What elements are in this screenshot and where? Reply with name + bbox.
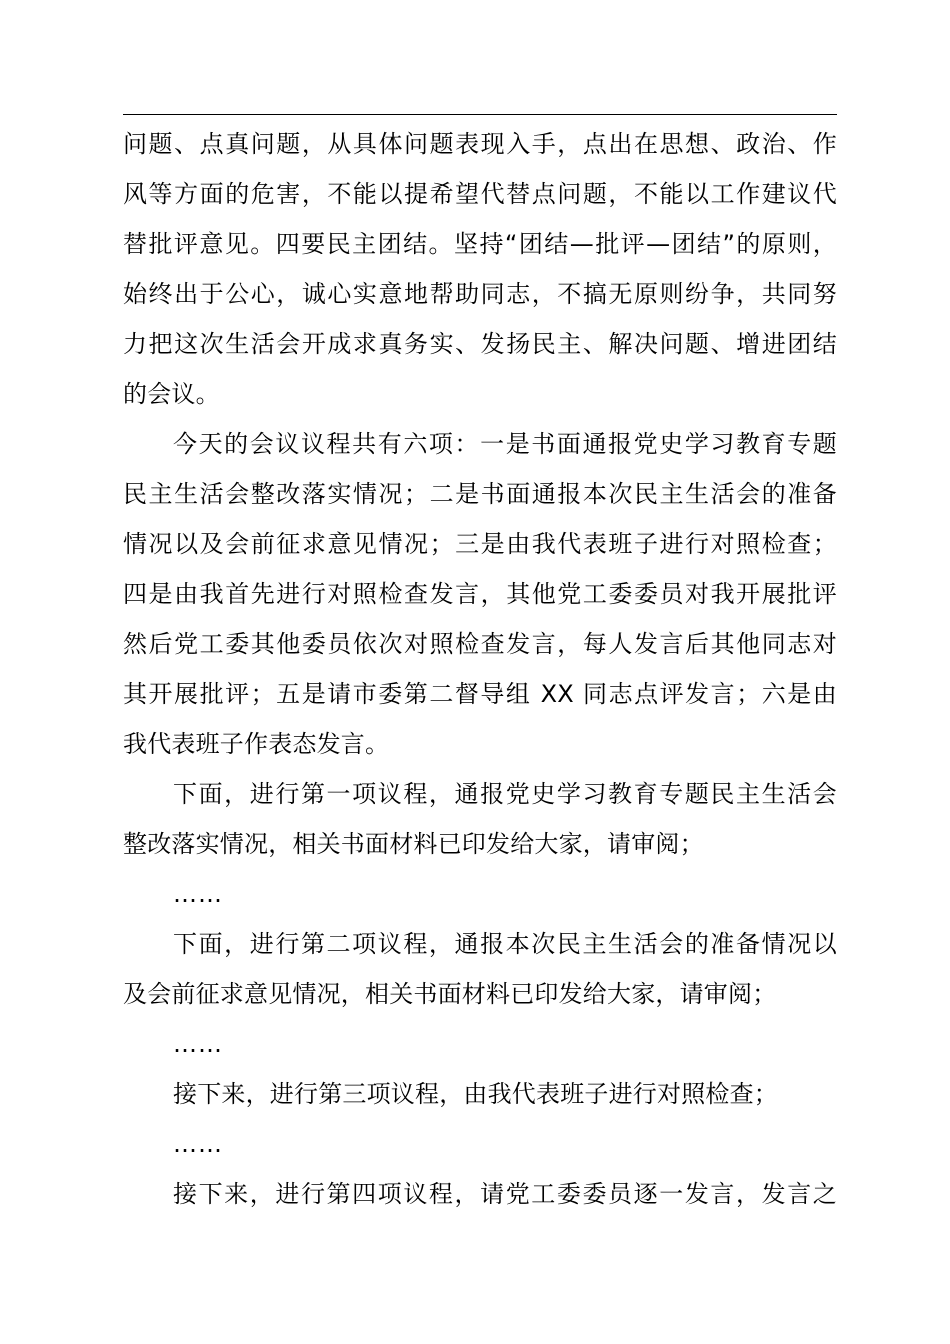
text-line: 接下来，进行第三项议程，由我代表班子进行对照检查； [173,1080,778,1108]
text-line: 我代表班子作表态发言。 [123,730,390,758]
text-line: 今天的会议议程共有六项：一是书面通报党史学习教育专题 [173,430,837,458]
text-line: 风等方面的危害，不能以提希望代替点问题，不能以工作建议代 [123,180,837,208]
text-line: 下面，进行第一项议程，通报党史学习教育专题民主生活会 [173,780,837,808]
text-line: 的会议。 [123,380,220,408]
text-line: 力把这次生活会开成求真务实、发扬民主、解决问题、增进团结 [123,330,837,358]
text-line: 下面，进行第二项议程，通报本次民主生活会的准备情况以 [173,930,837,958]
text-line: 然后党工委其他委员依次对照检查发言，每人发言后其他同志对 [123,630,837,658]
text-line: 及会前征求意见情况，相关书面材料已印发给大家，请审阅； [123,980,777,1008]
text-line: 四是由我首先进行对照检查发言，其他党工委委员对我开展批评 [123,580,837,608]
text-line: 其开展批评；五是请市委第二督导组 XX 同志点评发言；六是由 [123,680,837,708]
text-line: 接下来，进行第四项议程，请党工委委员逐一发言，发言之 [173,1180,837,1208]
ellipsis-line: …… [173,1030,223,1058]
text-line: 替批评意见。四要民主团结。坚持“团结—批评—团结”的原则， [123,230,837,258]
text-line: 情况以及会前征求意见情况；三是由我代表班子进行对照检查； [123,530,837,558]
header-rule [123,114,837,115]
text-line: 问题、点真问题，从具体问题表现入手，点出在思想、政治、作 [123,130,837,158]
text-line: 整改落实情况，相关书面材料已印发给大家，请审阅； [123,830,704,858]
ellipsis-line: …… [173,880,223,908]
text-line: 民主生活会整改落实情况；二是书面通报本次民主生活会的准备 [123,480,837,508]
document-body [123,119,837,1219]
text-line: 始终出于公心，诚心实意地帮助同志，不搞无原则纷争，共同努 [123,280,837,308]
ellipsis-line: …… [173,1130,223,1158]
